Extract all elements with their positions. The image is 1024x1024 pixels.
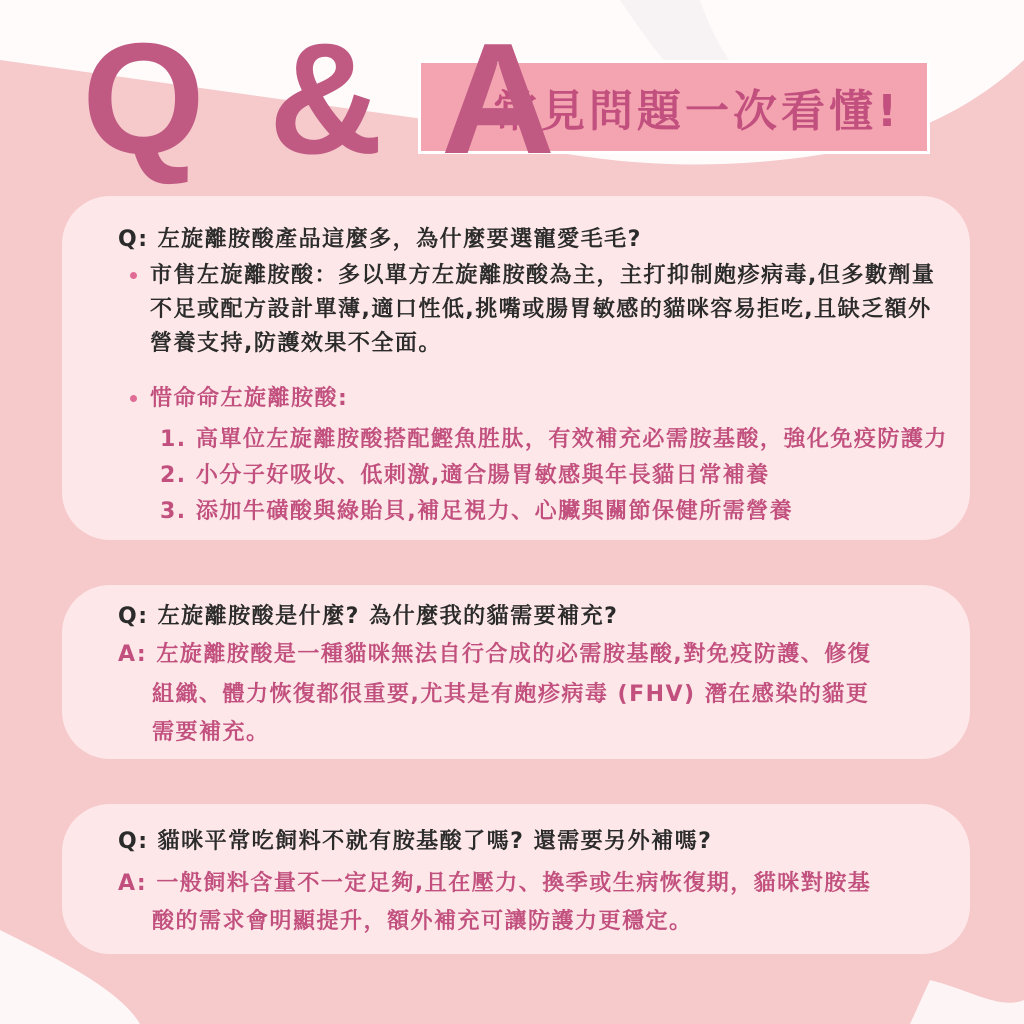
card1-bullet2-item-3: 3. 添加牛磺酸與綠貽貝,補足視力、心臟與關節保健所需營養	[160, 499, 794, 524]
card1-bullet2-item-1: 1. 高單位左旋離胺酸搭配鰹魚胜肽，有效補充必需胺基酸，強化免疫防護力	[160, 427, 948, 452]
header-subtitle: 常見問題一次看懂!	[493, 86, 902, 137]
card1-bullet1-line2: 不足或配方設計單薄,適口性低,挑嘴或腸胃敏感的貓咪容易拒吃,且缺乏額外	[150, 297, 932, 322]
card1-bullet1-line1: 市售左旋離胺酸：多以單方左旋離胺酸為主，主打抑制皰疹病毒,但多數劑量	[150, 263, 936, 288]
card3-answer-line1: A: 一般飼料含量不一定足夠,且在壓力、換季或生病恢復期，貓咪對胺基	[118, 871, 872, 896]
qa-card-2	[62, 585, 970, 759]
bullet-dot	[130, 272, 137, 279]
qa-card-3	[62, 804, 970, 954]
card1-bullet2-heading: 惜命命左旋離胺酸:	[150, 386, 349, 411]
qa-card-1	[62, 196, 970, 540]
card2-question: Q: 左旋離胺酸是什麼? 為什麼我的貓需要補充?	[118, 604, 619, 629]
header-title: Q & A	[82, 11, 566, 187]
card1-bullet1-line3: 營養支持,防護效果不全面。	[150, 331, 442, 356]
card2-answer-line1: A: 左旋離胺酸是一種貓咪無法自行合成的必需胺基酸,對免疫防護、修復	[118, 642, 872, 667]
card2-answer-line3: 需要補充。	[152, 720, 270, 745]
card3-answer-line2: 酸的需求會明顯提升，額外補充可讓防護力更穩定。	[152, 909, 693, 934]
card2-answer-line2: 組織、體力恢復都很重要,尤其是有皰疹病毒 (FHV) 潛在感染的貓更	[152, 682, 870, 707]
card1-question: Q: 左旋離胺酸產品這麼多，為什麼要選寵愛毛毛?	[118, 227, 642, 252]
card1-bullet2-item-2: 2. 小分子好吸收、低刺激,適合腸胃敏感與年長貓日常補養	[160, 463, 770, 488]
card3-question: Q: 貓咪平常吃飼料不就有胺基酸了嗎? 還需要另外補嗎?	[118, 829, 713, 854]
bullet-dot	[130, 395, 137, 402]
